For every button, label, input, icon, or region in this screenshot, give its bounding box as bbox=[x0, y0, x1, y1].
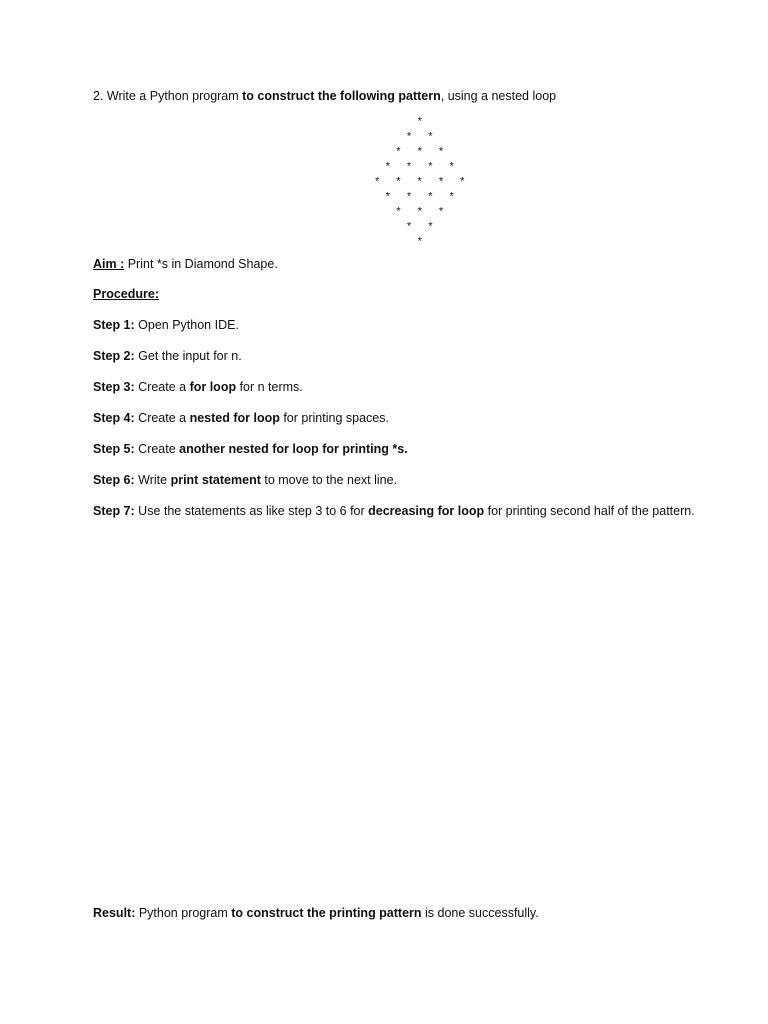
step-text: for printing spaces. bbox=[279, 411, 389, 425]
step-text: to move to the next line. bbox=[260, 473, 398, 487]
pattern-row: * bbox=[416, 237, 424, 249]
step-label: Step 1: bbox=[93, 318, 135, 332]
result-line bbox=[93, 905, 539, 921]
step-4 bbox=[93, 410, 389, 426]
step-text: for printing second half of the pattern. bbox=[484, 504, 695, 518]
question-suffix: , using a nested loop bbox=[440, 89, 557, 103]
step-bold: nested for loop bbox=[189, 411, 280, 425]
result-suffix: is done successfully. bbox=[421, 906, 539, 920]
step-1 bbox=[93, 317, 239, 333]
pattern-row: * * * bbox=[395, 147, 445, 159]
step-2 bbox=[93, 348, 242, 364]
step-label: Step 6: bbox=[93, 473, 135, 487]
step-text: for n terms. bbox=[236, 380, 303, 394]
pattern-row: * bbox=[416, 117, 424, 129]
step-bold: decreasing for loop bbox=[368, 504, 485, 518]
aim-line bbox=[93, 256, 278, 272]
step-text: Create a bbox=[134, 411, 190, 425]
step-6 bbox=[93, 472, 397, 488]
result-bold: to construct the printing pattern bbox=[231, 906, 422, 920]
result-label: Result: bbox=[93, 906, 136, 920]
step-3 bbox=[93, 379, 303, 395]
pattern-row: * * * * bbox=[384, 192, 456, 204]
aim-label: Aim : bbox=[93, 257, 125, 271]
question-line bbox=[93, 88, 556, 104]
step-bold: another nested for loop for printing *s. bbox=[179, 442, 408, 456]
step-label: Step 3: bbox=[93, 380, 135, 394]
pattern-row: * * * * bbox=[384, 162, 456, 174]
pattern-row: * * bbox=[405, 222, 435, 234]
step-text: Create bbox=[134, 442, 180, 456]
step-text: Write bbox=[134, 473, 171, 487]
step-label: Step 2: bbox=[93, 349, 135, 363]
step-text: Use the statements as like step 3 to 6 for bbox=[134, 504, 369, 518]
step-label: Step 7: bbox=[93, 504, 135, 518]
pattern-row: * * * * * bbox=[373, 177, 467, 189]
step-bold: for loop bbox=[189, 380, 237, 394]
procedure-label: Procedure: bbox=[93, 287, 159, 301]
step-bold: print statement bbox=[170, 473, 261, 487]
diamond-pattern bbox=[330, 116, 510, 251]
question-prefix: 2. Write a Python program bbox=[93, 89, 243, 103]
result-prefix: Python program bbox=[135, 906, 232, 920]
aim-text: Print *s in Diamond Shape. bbox=[124, 257, 278, 271]
step-text: Create a bbox=[134, 380, 190, 394]
step-text: Get the input for n. bbox=[134, 349, 242, 363]
step-7 bbox=[93, 503, 695, 519]
pattern-row: * * bbox=[405, 132, 435, 144]
step-5 bbox=[93, 441, 408, 457]
step-label: Step 4: bbox=[93, 411, 135, 425]
question-bold: to construct the following pattern bbox=[242, 89, 441, 103]
step-text: Open Python IDE. bbox=[134, 318, 239, 332]
step-label: Step 5: bbox=[93, 442, 135, 456]
procedure-heading bbox=[93, 286, 159, 302]
pattern-row: * * * bbox=[395, 207, 445, 219]
